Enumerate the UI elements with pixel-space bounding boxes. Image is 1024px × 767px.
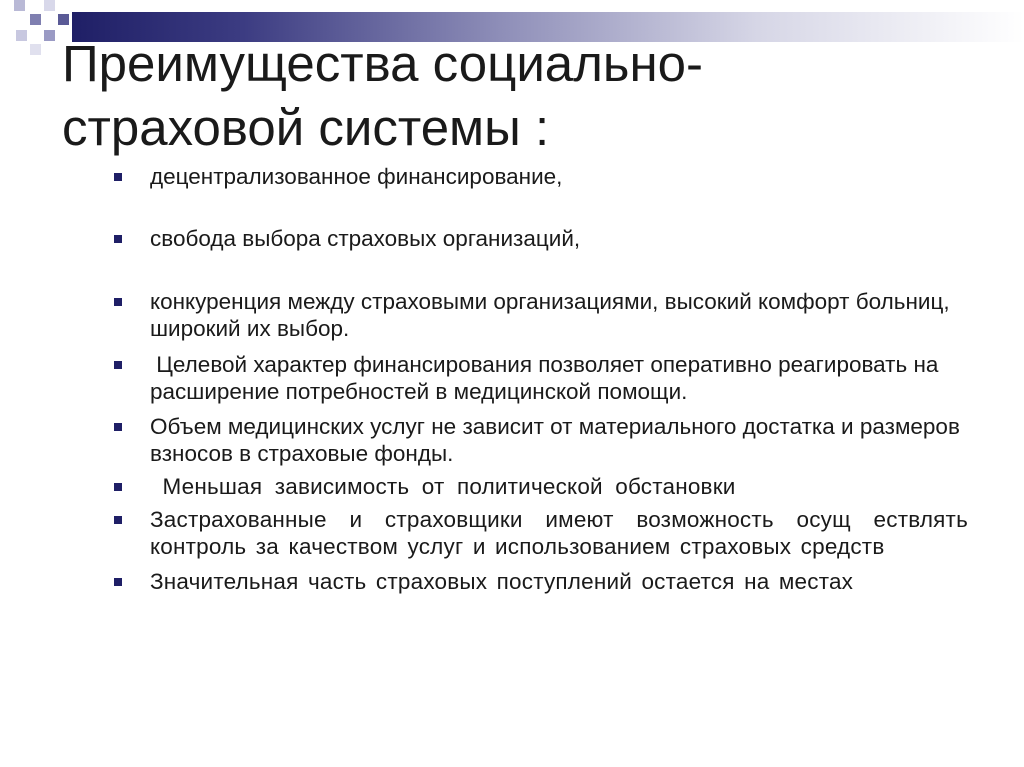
bullet-item <box>108 506 968 560</box>
square-bullet-icon <box>114 361 122 369</box>
bullet-item <box>108 225 968 252</box>
slide-title-line-2: страховой системы : <box>62 99 550 156</box>
bullet-item <box>108 288 968 342</box>
bullet-text: конкуренция между страховыми организациями, высокий комфорт больниц, широкий их выбор. <box>150 289 950 341</box>
slide-title <box>62 32 962 160</box>
bullet-item <box>108 163 968 190</box>
bullet-text: децентрализованное финансирование, <box>150 164 563 189</box>
bullet-text: Значительная часть страховых поступлений остается на местах <box>150 569 854 594</box>
bullet-item <box>108 473 968 500</box>
bullet-item <box>108 413 968 467</box>
slide-title-line-1: Преимущества социально- <box>62 35 704 92</box>
bullet-item <box>108 568 968 595</box>
bullet-list <box>108 163 968 595</box>
bullet-text: свобода выбора страховых организаций, <box>150 226 581 251</box>
square-bullet-icon <box>114 298 122 306</box>
bullet-text: Меньшая зависимость от политической обстановки <box>150 474 736 499</box>
square-bullet-icon <box>114 173 122 181</box>
square-bullet-icon <box>114 235 122 243</box>
square-bullet-icon <box>114 423 122 431</box>
bullet-text: Целевой характер финансирования позволяет оперативно реагировать на расширение потребностей в медицинской помощи. <box>150 352 945 404</box>
square-bullet-icon <box>114 578 122 586</box>
bullet-text: Объем медицинских услуг не зависит от материального достатка и размеров взносов в страховые фонды. <box>150 414 960 466</box>
bullet-text: Застрахованные и страховщики имеют возможность осущ ествлять контроль за качеством услуг и использованием страховых средств <box>150 507 968 559</box>
bullet-item <box>108 351 968 405</box>
square-bullet-icon <box>114 516 122 524</box>
square-bullet-icon <box>114 483 122 491</box>
